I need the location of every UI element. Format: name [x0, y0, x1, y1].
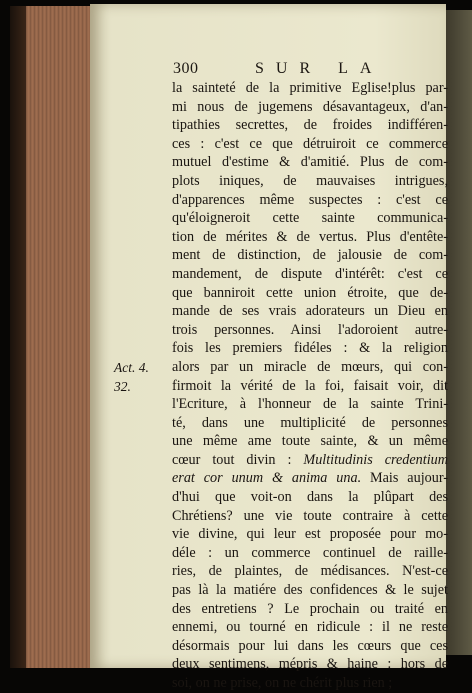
text-line: la sainteté de la primitive Eglise!plus par- [172, 80, 448, 96]
text-line: qu'éloigneroit cette sainte communica- [172, 210, 448, 227]
text-line: des entretiens ? Le prochain ou traité en [172, 600, 448, 617]
margin-reference [114, 359, 149, 396]
text-line: ces : c'est ce que détruiroit ce commerce [172, 135, 448, 152]
latin-quote-segment: erat cor unum & anima una. [172, 470, 362, 487]
book-fore-edge [10, 6, 94, 668]
text-line: d'hui que voit-on dans la plûpart des [172, 489, 448, 506]
text-line: Chrétiens? une vie toute contraire à cette [172, 507, 448, 524]
text-line: mandement, de dispute d'intérêt: c'est ce [172, 265, 448, 282]
text-line: que banniroit cette union étroite, que de- [172, 284, 448, 301]
text-line: tipathies secrettes, de froides indifféren- [172, 117, 448, 134]
text-line: déle : un commerce continuel de raille- [172, 544, 448, 561]
text-line: mutuel d'estime & d'amitié. Plus de com- [172, 154, 448, 171]
text-line: deux sentimens, mépris & haine : hors de [172, 656, 448, 673]
roman-segment: Mais aujour- [361, 470, 448, 487]
text-line-quote-start [172, 451, 448, 470]
text-line: plots iniques, de mauvaises intrigues, [172, 172, 448, 189]
body-text [172, 79, 448, 693]
page-number: 300 [173, 60, 199, 77]
text-line: une même ame toute sainte, & un même [172, 433, 448, 450]
text-line: té, dans une multiplicité de personnes [172, 414, 448, 431]
facing-page-edge [446, 10, 472, 655]
running-title: SUR LA [255, 60, 384, 77]
text-line: alors par un miracle de mœurs, qui con- [172, 358, 448, 375]
text-line: ment de distinction, de jalousie de com- [172, 247, 448, 264]
text-line: trois personnes. Ainsi l'adoroient autre- [172, 321, 448, 338]
text-line: pas là la matiére des confidences & le sujet [172, 582, 448, 599]
margin-reference-line-2: 32. [114, 378, 131, 394]
text-line: vie divine, qui leur est proposée pour mo- [172, 526, 448, 543]
text-line: d'apparences même suspectes : c'est ce [172, 191, 448, 208]
text-line: l'Ecriture, à l'honneur de la sainte Trini- [172, 396, 448, 413]
text-line: mande de ses vrais adorateurs un Dieu en [172, 303, 448, 320]
text-line: tion de mérites & de vertus. Plus d'entête- [172, 228, 448, 245]
book-spine-shadow [10, 6, 26, 668]
text-line: mi nous de jugemens désavantageux, d'an- [172, 98, 448, 115]
text-line: désormais pour lui dans les cœurs que ces [172, 637, 448, 654]
roman-segment: cœur tout divin : [172, 451, 304, 468]
text-line: ennemi, ou tourné en ridicule : il ne reste [172, 619, 448, 636]
text-line: firmoit la vérité de la foi, faisait voir, dit [172, 377, 448, 394]
margin-reference-line-1: Act. 4. [114, 360, 149, 375]
text-line: fois les premiers fidéles : & la religion [172, 340, 448, 357]
latin-quote-segment: Multitudinis credentium [303, 451, 448, 468]
text-line-quote-end [172, 469, 448, 488]
text-line: soi, on ne prise, on ne chérit plus rien ; [172, 675, 393, 691]
text-line: ries, de plaintes, de médisances. N'est-ce [172, 563, 448, 580]
